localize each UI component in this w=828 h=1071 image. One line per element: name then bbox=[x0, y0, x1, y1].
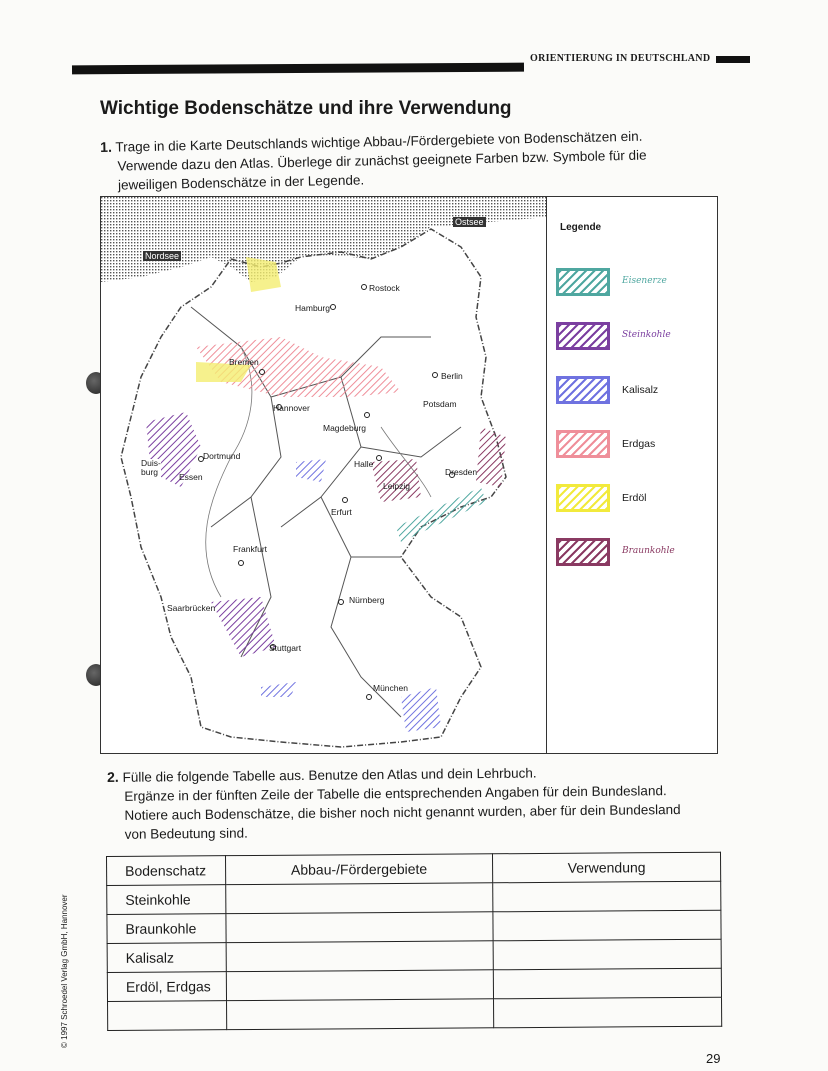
city-potsdam: Potsdam bbox=[423, 399, 457, 409]
task-2-line-1: Fülle die folgende Tabelle aus. Benutze den Atlas und dein Lehrbuch. bbox=[122, 765, 537, 785]
table-row bbox=[108, 997, 722, 1030]
copyright: © 1997 Schroedel Verlag GmbH, Hannover bbox=[60, 894, 69, 1048]
legend-swatch[interactable] bbox=[556, 322, 610, 350]
row-use-cell[interactable] bbox=[494, 997, 722, 1028]
task-2-line-4: von Bedeutung sind. bbox=[124, 825, 248, 842]
header-bodenschatz: Bodenschatz bbox=[107, 856, 226, 886]
task-1-line-3: jeweiligen Bodenschätze in der Legende. bbox=[117, 172, 365, 193]
legend-label: Erdöl bbox=[622, 492, 647, 504]
germany-map bbox=[101, 197, 547, 753]
legend-label: Steinkohle bbox=[622, 330, 671, 340]
row-area-cell[interactable] bbox=[226, 941, 493, 972]
row-area-cell[interactable] bbox=[226, 912, 493, 943]
header-rule bbox=[72, 63, 524, 75]
section-label: ORIENTIERUNG IN DEUTSCHLAND bbox=[530, 53, 711, 64]
legend-item bbox=[556, 268, 706, 304]
city-magdeburg: Magdeburg bbox=[323, 423, 367, 433]
table-row bbox=[107, 881, 721, 914]
row-use-cell[interactable] bbox=[493, 939, 721, 970]
row-resource: Kalisalz bbox=[107, 943, 226, 973]
legend-item bbox=[556, 322, 706, 358]
row-resource[interactable] bbox=[108, 1001, 227, 1031]
table-row bbox=[107, 968, 721, 1001]
table-header-row bbox=[107, 852, 721, 885]
task-1-line-1: Trage in die Karte Deutschlands wichtige Abbau-/Fördergebiete von Bodenschätzen ein. bbox=[115, 128, 643, 155]
page-number: 29 bbox=[706, 1051, 721, 1066]
task-2-number: 2. bbox=[107, 768, 119, 785]
sea-label-north: Nordsee bbox=[145, 251, 180, 261]
header-rule-end bbox=[716, 56, 750, 63]
legend-item bbox=[556, 376, 706, 412]
legend-label: Kalisalz bbox=[622, 384, 659, 396]
row-use-cell[interactable] bbox=[493, 968, 721, 999]
legend-swatch[interactable] bbox=[556, 376, 610, 404]
table-row bbox=[107, 939, 721, 972]
city-frankfurt: Frankfurt bbox=[233, 544, 268, 554]
legend-label: Eisenerze bbox=[622, 276, 667, 286]
row-use-cell[interactable] bbox=[493, 910, 721, 941]
city-hannover: Hannover bbox=[273, 403, 310, 413]
city-hamburg: Hamburg bbox=[295, 303, 330, 313]
braunkohle-lausitz bbox=[476, 427, 506, 487]
legend-swatch[interactable] bbox=[556, 430, 610, 458]
city-nuernberg: Nürnberg bbox=[349, 595, 385, 605]
city-dresden: Dresden bbox=[445, 467, 478, 477]
legend-item bbox=[556, 484, 706, 520]
header-abbaugebiete: Abbau-/Fördergebiete bbox=[226, 854, 493, 885]
header-verwendung: Verwendung bbox=[492, 852, 720, 883]
row-area-cell[interactable] bbox=[226, 883, 493, 914]
row-area-cell[interactable] bbox=[226, 970, 493, 1001]
legend-divider bbox=[546, 196, 547, 753]
city-bremen: Bremen bbox=[229, 357, 259, 367]
legend-item bbox=[556, 430, 706, 466]
city-stuttgart: Stuttgart bbox=[269, 643, 302, 653]
table-row bbox=[107, 910, 721, 943]
sea-label-east: Ostsee bbox=[455, 217, 484, 227]
row-resource: Braunkohle bbox=[107, 914, 226, 944]
task-2 bbox=[107, 762, 728, 844]
city-leipzig: Leipzig bbox=[383, 481, 410, 491]
row-area-cell[interactable] bbox=[227, 999, 494, 1030]
legend-swatch[interactable] bbox=[556, 268, 610, 296]
city-rostock: Rostock bbox=[369, 283, 400, 293]
city-muenchen: München bbox=[373, 683, 408, 693]
row-use-cell[interactable] bbox=[493, 881, 721, 912]
task-2-line-2: Ergänze in der fünften Zeile der Tabelle die entsprechenden Angaben für dein Bundesland. bbox=[124, 783, 667, 804]
legend-label: Erdgas bbox=[622, 438, 656, 450]
task-1-number: 1. bbox=[100, 138, 113, 155]
legend-swatch[interactable] bbox=[556, 538, 610, 566]
row-resource: Steinkohle bbox=[107, 885, 226, 915]
city-halle: Halle bbox=[354, 459, 374, 469]
task-1 bbox=[100, 125, 721, 195]
legend-item bbox=[556, 538, 706, 574]
city-berlin: Berlin bbox=[441, 371, 463, 381]
page-title: Wichtige Bodenschätze und ihre Verwendung bbox=[100, 98, 512, 119]
city-erfurt: Erfurt bbox=[331, 507, 352, 517]
legend-swatch[interactable] bbox=[556, 484, 610, 512]
city-essen: Essen bbox=[179, 472, 203, 482]
legend-label: Braunkohle bbox=[622, 546, 675, 556]
city-duisburg: Duis- burg bbox=[141, 458, 161, 477]
row-resource: Erdöl, Erdgas bbox=[107, 972, 226, 1002]
task-1-line-2: Verwende dazu den Atlas. Überlege dir zunächst geeignete Farben bzw. Symbole für die bbox=[117, 147, 647, 174]
city-dortmund: Dortmund bbox=[203, 451, 241, 461]
legend-title: Legende bbox=[560, 222, 602, 233]
sea-area bbox=[101, 197, 547, 282]
city-saarbruecken: Saarbrücken bbox=[167, 603, 216, 613]
task-2-line-3: Notiere auch Bodenschätze, die bisher noch nicht genannt wurden, aber für dein Bundesland bbox=[124, 801, 681, 823]
resources-table bbox=[106, 852, 722, 1031]
